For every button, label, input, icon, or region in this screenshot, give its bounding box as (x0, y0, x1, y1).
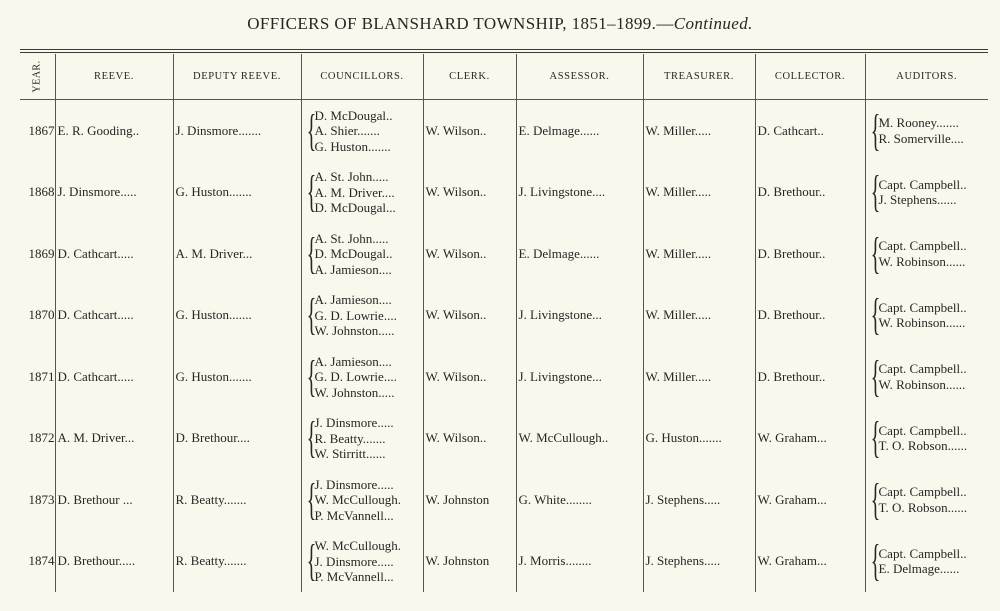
officer-name: Capt. Campbell.. (878, 176, 967, 192)
officer-name: J. Dinsmore..... (314, 415, 394, 430)
auditors-cell-group (868, 228, 987, 278)
clerk-cell: W. Wilson.. (423, 162, 516, 224)
year-cell: 1868 (28, 184, 55, 200)
auditors-cell (865, 531, 988, 593)
table-row (20, 408, 988, 470)
treasurer-cell: W. Miller..... (643, 223, 755, 285)
assessor-cell: W. McCullough.. (516, 408, 643, 470)
councillors-cell-list (315, 354, 397, 401)
brace-icon: { (870, 228, 880, 278)
collector-cell: D. Cathcart.. (755, 100, 865, 162)
officer-name: P. McVannell... (314, 507, 394, 523)
officer-name: G. Huston....... (314, 138, 391, 154)
year-cell: 1874 (28, 553, 55, 569)
year-cell: 1869 (28, 245, 55, 261)
reeve-cell: D. Brethour..... (55, 531, 173, 593)
brace-icon: { (870, 351, 880, 401)
auditors-cell-group (868, 474, 987, 524)
table-row (20, 162, 988, 224)
officer-name: W. McCullough. (314, 538, 402, 553)
assessor-cell: J. Livingstone... (516, 346, 643, 408)
treasurer-cell: J. Stephens..... (643, 531, 755, 593)
officer-name: W. McCullough. (314, 492, 402, 507)
reeve-cell: E. R. Gooding.. (55, 100, 173, 162)
brace-icon: { (870, 474, 880, 524)
auditors-cell-list (879, 423, 968, 454)
councillors-cell-list (315, 108, 393, 155)
collector-cell: D. Brethour.. (755, 162, 865, 224)
auditors-cell (865, 346, 988, 408)
officer-name: W. Robinson...... (878, 315, 966, 331)
deputy-reeve-cell: G. Huston....... (173, 285, 301, 347)
treasurer-cell: G. Huston....... (643, 408, 755, 470)
collector-cell: D. Brethour.. (755, 223, 865, 285)
deputy-reeve-cell: A. M. Driver... (173, 223, 301, 285)
officer-name: A. Shier....... (314, 123, 380, 138)
officer-name: W. Johnston..... (314, 384, 395, 400)
brace-icon: { (306, 413, 316, 463)
councillors-cell (301, 162, 423, 224)
reeve-cell: D. Cathcart..... (55, 223, 173, 285)
officer-name: Capt. Campbell.. (878, 422, 967, 438)
councillors-cell-group (304, 538, 421, 585)
auditors-cell-list (879, 361, 967, 392)
brace-icon: { (306, 290, 316, 340)
assessor-cell: J. Livingstone.... (516, 162, 643, 224)
councillors-cell-list (315, 231, 393, 278)
reeve-cell: J. Dinsmore..... (55, 162, 173, 224)
header-collector: COLLECTOR. (755, 54, 865, 100)
officer-name: Capt. Campbell.. (878, 361, 967, 377)
auditors-cell-group (868, 105, 987, 155)
officer-name: W. Robinson...... (878, 376, 966, 392)
clerk-cell: W. Wilson.. (423, 100, 516, 162)
councillors-cell (301, 469, 423, 531)
table-row (20, 285, 988, 347)
collector-cell: W. Graham... (755, 408, 865, 470)
clerk-cell: W. Wilson.. (423, 285, 516, 347)
reeve-cell: D. Cathcart..... (55, 346, 173, 408)
officer-name: G. D. Lowrie.... (314, 307, 397, 323)
treasurer-cell: J. Stephens..... (643, 469, 755, 531)
clerk-cell: W. Wilson.. (423, 223, 516, 285)
brace-icon: { (306, 167, 316, 217)
header-councillors: COUNCILLORS. (301, 54, 423, 100)
header-clerk: CLERK. (423, 54, 516, 100)
assessor-cell: E. Delmage...... (516, 100, 643, 162)
treasurer-cell: W. Miller..... (643, 285, 755, 347)
header-year: YEAR. (20, 54, 55, 100)
officer-name: E. Delmage...... (878, 561, 960, 577)
auditors-cell (865, 100, 988, 162)
councillors-cell-group (304, 474, 421, 524)
page-title (0, 14, 1000, 34)
officer-name: D. McDougal... (314, 200, 396, 215)
officer-name: A. St. John..... (314, 169, 389, 184)
councillors-cell-group (304, 292, 421, 339)
year-cell: 1867 (28, 122, 55, 138)
table-row (20, 346, 988, 408)
officer-name: Capt. Campbell.. (878, 299, 967, 315)
officer-name: W. Stirritt...... (314, 446, 386, 461)
title-rule (20, 49, 988, 50)
treasurer-cell: W. Miller..... (643, 346, 755, 408)
title-rule (20, 52, 988, 53)
auditors-cell (865, 223, 988, 285)
councillors-cell (301, 346, 423, 408)
officers-table (20, 54, 988, 592)
officer-name: A. St. John..... (314, 230, 389, 246)
auditors-cell-list (879, 300, 967, 331)
officer-name: A. M. Driver.... (314, 184, 395, 200)
deputy-reeve-cell: G. Huston....... (173, 346, 301, 408)
councillors-cell-group (304, 415, 421, 462)
councillors-cell (301, 100, 423, 162)
auditors-cell-list (879, 546, 967, 577)
collector-cell: W. Graham... (755, 469, 865, 531)
brace-icon: { (306, 228, 316, 278)
auditors-cell (865, 408, 988, 470)
councillors-cell-group (304, 351, 421, 401)
auditors-cell-list (879, 238, 967, 269)
officer-name: A. Jamieson.... (314, 292, 392, 307)
clerk-cell: W. Johnston (423, 469, 516, 531)
auditors-cell (865, 285, 988, 347)
header-deputy-reeve: DEPUTY REEVE. (173, 54, 301, 100)
auditors-cell-group (868, 413, 987, 463)
auditors-cell (865, 162, 988, 224)
brace-icon: { (870, 105, 880, 155)
treasurer-cell: W. Miller..... (643, 100, 755, 162)
assessor-cell: G. White........ (516, 469, 643, 531)
collector-cell: W. Graham... (755, 531, 865, 593)
assessor-cell: J. Morris........ (516, 531, 643, 593)
auditors-cell (865, 469, 988, 531)
auditors-cell-list (879, 115, 964, 146)
reeve-cell: D. Brethour ... (55, 469, 173, 531)
councillors-cell (301, 223, 423, 285)
officer-name: P. McVannell... (314, 569, 394, 584)
header-assessor: ASSESSOR. (516, 54, 643, 100)
table-row (20, 531, 988, 593)
officer-name: A. Jamieson.... (314, 261, 392, 277)
officer-name: M. Rooney....... (878, 115, 959, 131)
header-auditors: AUDITORS. (865, 54, 988, 100)
header-treasurer: TREASURER. (643, 54, 755, 100)
councillors-cell-group (304, 228, 421, 278)
year-cell: 1871 (28, 368, 55, 384)
deputy-reeve-cell: R. Beatty....... (173, 469, 301, 531)
table-row (20, 469, 988, 531)
officer-name: W. Robinson...... (878, 253, 966, 269)
officer-name: T. O. Robson...... (878, 499, 968, 515)
deputy-reeve-cell: G. Huston....... (173, 162, 301, 224)
brace-icon: { (306, 351, 316, 401)
year-cell: 1870 (28, 307, 55, 323)
clerk-cell: W. Wilson.. (423, 408, 516, 470)
brace-icon: { (306, 474, 316, 524)
deputy-reeve-cell: R. Beatty....... (173, 531, 301, 593)
officer-name: W. Johnston..... (314, 323, 395, 338)
brace-icon: { (306, 105, 316, 155)
auditors-cell-group (868, 536, 987, 586)
table-row (20, 100, 988, 162)
officer-name: G. D. Lowrie.... (314, 369, 397, 384)
brace-icon: { (870, 167, 880, 217)
auditors-cell-group (868, 290, 987, 340)
table-row (20, 223, 988, 285)
brace-icon: { (870, 536, 880, 586)
auditors-cell-list (879, 484, 968, 515)
officer-name: T. O. Robson...... (878, 438, 968, 454)
collector-cell: D. Brethour.. (755, 285, 865, 347)
officer-name: D. McDougal.. (314, 107, 393, 123)
councillors-cell-group (304, 169, 421, 216)
year-cell: 1872 (28, 430, 55, 446)
councillors-cell-group (304, 105, 421, 155)
councillors-cell-list (315, 538, 402, 585)
auditors-cell-list (879, 177, 967, 208)
officer-name: J. Dinsmore..... (314, 476, 394, 492)
title-main: OFFICERS OF BLANSHARD TOWNSHIP, 1851–1899.— (247, 14, 674, 33)
clerk-cell: W. Johnston (423, 531, 516, 593)
councillors-cell-list (315, 292, 397, 339)
brace-icon: { (870, 413, 880, 463)
councillors-cell (301, 531, 423, 593)
officer-name: Capt. Campbell.. (878, 484, 967, 500)
reeve-cell: A. M. Driver... (55, 408, 173, 470)
treasurer-cell: W. Miller..... (643, 162, 755, 224)
councillors-cell-list (315, 415, 394, 462)
officer-name: D. McDougal.. (314, 246, 393, 261)
brace-icon: { (306, 536, 316, 586)
deputy-reeve-cell: J. Dinsmore....... (173, 100, 301, 162)
table-body (20, 100, 988, 593)
councillors-cell (301, 408, 423, 470)
year-cell: 1873 (28, 491, 55, 507)
auditors-cell-group (868, 351, 987, 401)
councillors-cell-list (315, 477, 402, 524)
councillors-cell-list (315, 169, 396, 216)
officer-name: J. Dinsmore..... (314, 553, 394, 569)
officer-name: A. Jamieson.... (314, 353, 392, 369)
officer-name: Capt. Campbell.. (878, 238, 967, 254)
brace-icon: { (870, 290, 880, 340)
assessor-cell: J. Livingstone... (516, 285, 643, 347)
header-reeve: REEVE. (55, 54, 173, 100)
councillors-cell (301, 285, 423, 347)
assessor-cell: E. Delmage...... (516, 223, 643, 285)
officer-name: J. Stephens...... (878, 192, 957, 208)
clerk-cell: W. Wilson.. (423, 346, 516, 408)
deputy-reeve-cell: D. Brethour.... (173, 408, 301, 470)
officer-name: Capt. Campbell.. (878, 545, 967, 561)
officer-name: R. Beatty....... (314, 430, 386, 446)
header-row (20, 54, 988, 100)
reeve-cell: D. Cathcart..... (55, 285, 173, 347)
officer-name: R. Somerville.... (878, 130, 964, 146)
auditors-cell-group (868, 167, 987, 217)
collector-cell: D. Brethour.. (755, 346, 865, 408)
title-continued: Continued. (673, 14, 753, 33)
